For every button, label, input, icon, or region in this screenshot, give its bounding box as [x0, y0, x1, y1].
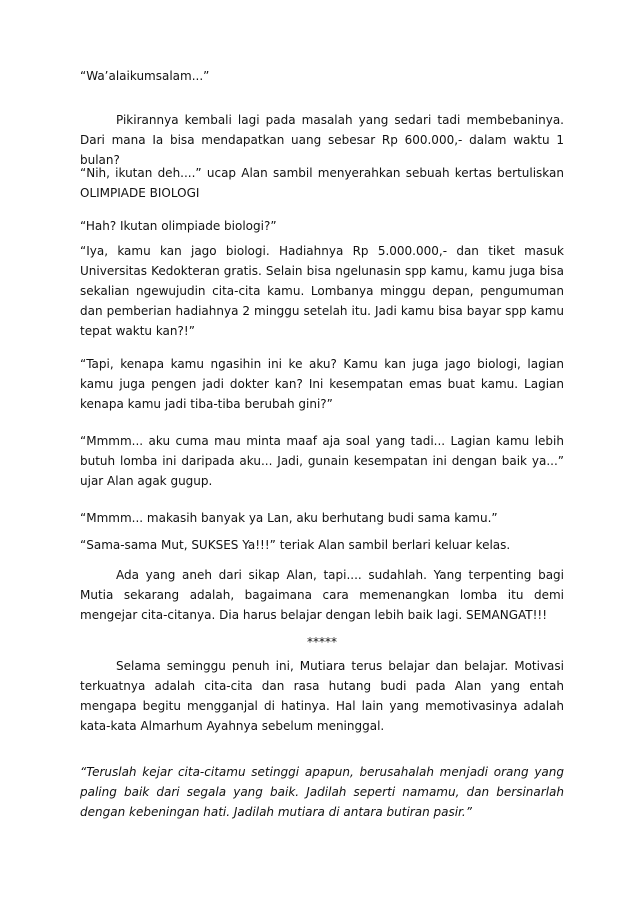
paragraph-tapi: “Tapi, kenapa kamu ngasihin ini ke aku? Kamu kan juga jago biologi, lagian kamu juga pengen jadi dokter kan? Ini kesempatan emas buat kamu. Lagian kenapa kamu jadi tiba-tiba berubah gini?”	[80, 357, 564, 411]
paragraph-iya: “Iya, kamu kan jago biologi. Hadiahnya Rp 5.000.000,- dan tiket masuk Universitas Kedokteran gratis. Selain bisa ngelunasin spp kamu, kamu juga bisa sekalian ngewujudin cita-cita kamu. Lombanya minggu depan, pengumuman dan pemberian hadiahnya 2 minggu setelah itu. Jadi kamu bisa bayar spp kamu tepat waktu kan?!”	[80, 244, 564, 338]
paragraph-hah: “Hah? Ikutan olimpiade biologi?”	[80, 219, 277, 233]
paragraph-sama-sama: “Sama-sama Mut, SUKSES Ya!!!” teriak Alan sambil berlari keluar kelas.	[80, 538, 511, 552]
paragraph-aneh: Ada yang aneh dari sikap Alan, tapi.... sudahlah. Yang terpenting bagi Mutia sekarang adalah, bagaimana cara memenangkan lomba itu demi mengejar cita-citanya. Dia harus belajar dengan lebih baik lagi. SEMANGAT!!!	[80, 568, 564, 622]
paragraph-quote: “Teruslah kejar cita-citamu setinggi apapun, berusahalah menjadi orang yang paling baik dari segala yang baik. Jadilah seperti namamu, dan bersinarlah dengan kebeningan hati. Jadilah mutiara di antara butiran pasir.”	[80, 765, 564, 819]
paragraph-alan-offer: “Nih, ikutan deh....” ucap Alan sambil menyerahkan sebuah kertas bertuliskan OLIMPIADE BIOLOGI	[80, 166, 564, 200]
paragraph-thoughts: Pikirannya kembali lagi pada masalah yang sedari tadi membebaninya. Dari mana Ia bisa mendapatkan uang sebesar Rp 600.000,- dalam waktu 1 bulan?	[80, 113, 564, 167]
paragraph-makasih: “Mmmm... makasih banyak ya Lan, aku berhutang budi sama kamu.”	[80, 511, 498, 525]
section-separator: *****	[307, 635, 337, 649]
paragraph-seminggu: Selama seminggu penuh ini, Mutiara terus belajar dan belajar. Motivasi terkuatnya adalah cita-cita dan rasa hutang budi pada Alan yang entah mengapa begitu mengganjal di hatinya. Hal lain yang memotivasinya adalah kata-kata Almarhum Ayahnya sebelum meninggal.	[80, 659, 564, 733]
paragraph-greeting: “Wa’alaikumsalam...”	[80, 69, 210, 83]
paragraph-mmmm-apology: “Mmmm... aku cuma mau minta maaf aja soal yang tadi... Lagian kamu lebih butuh lomba ini daripada aku... Jadi, gunain kesempatan ini dengan baik ya...” ujar Alan agak gugup.	[80, 434, 564, 488]
